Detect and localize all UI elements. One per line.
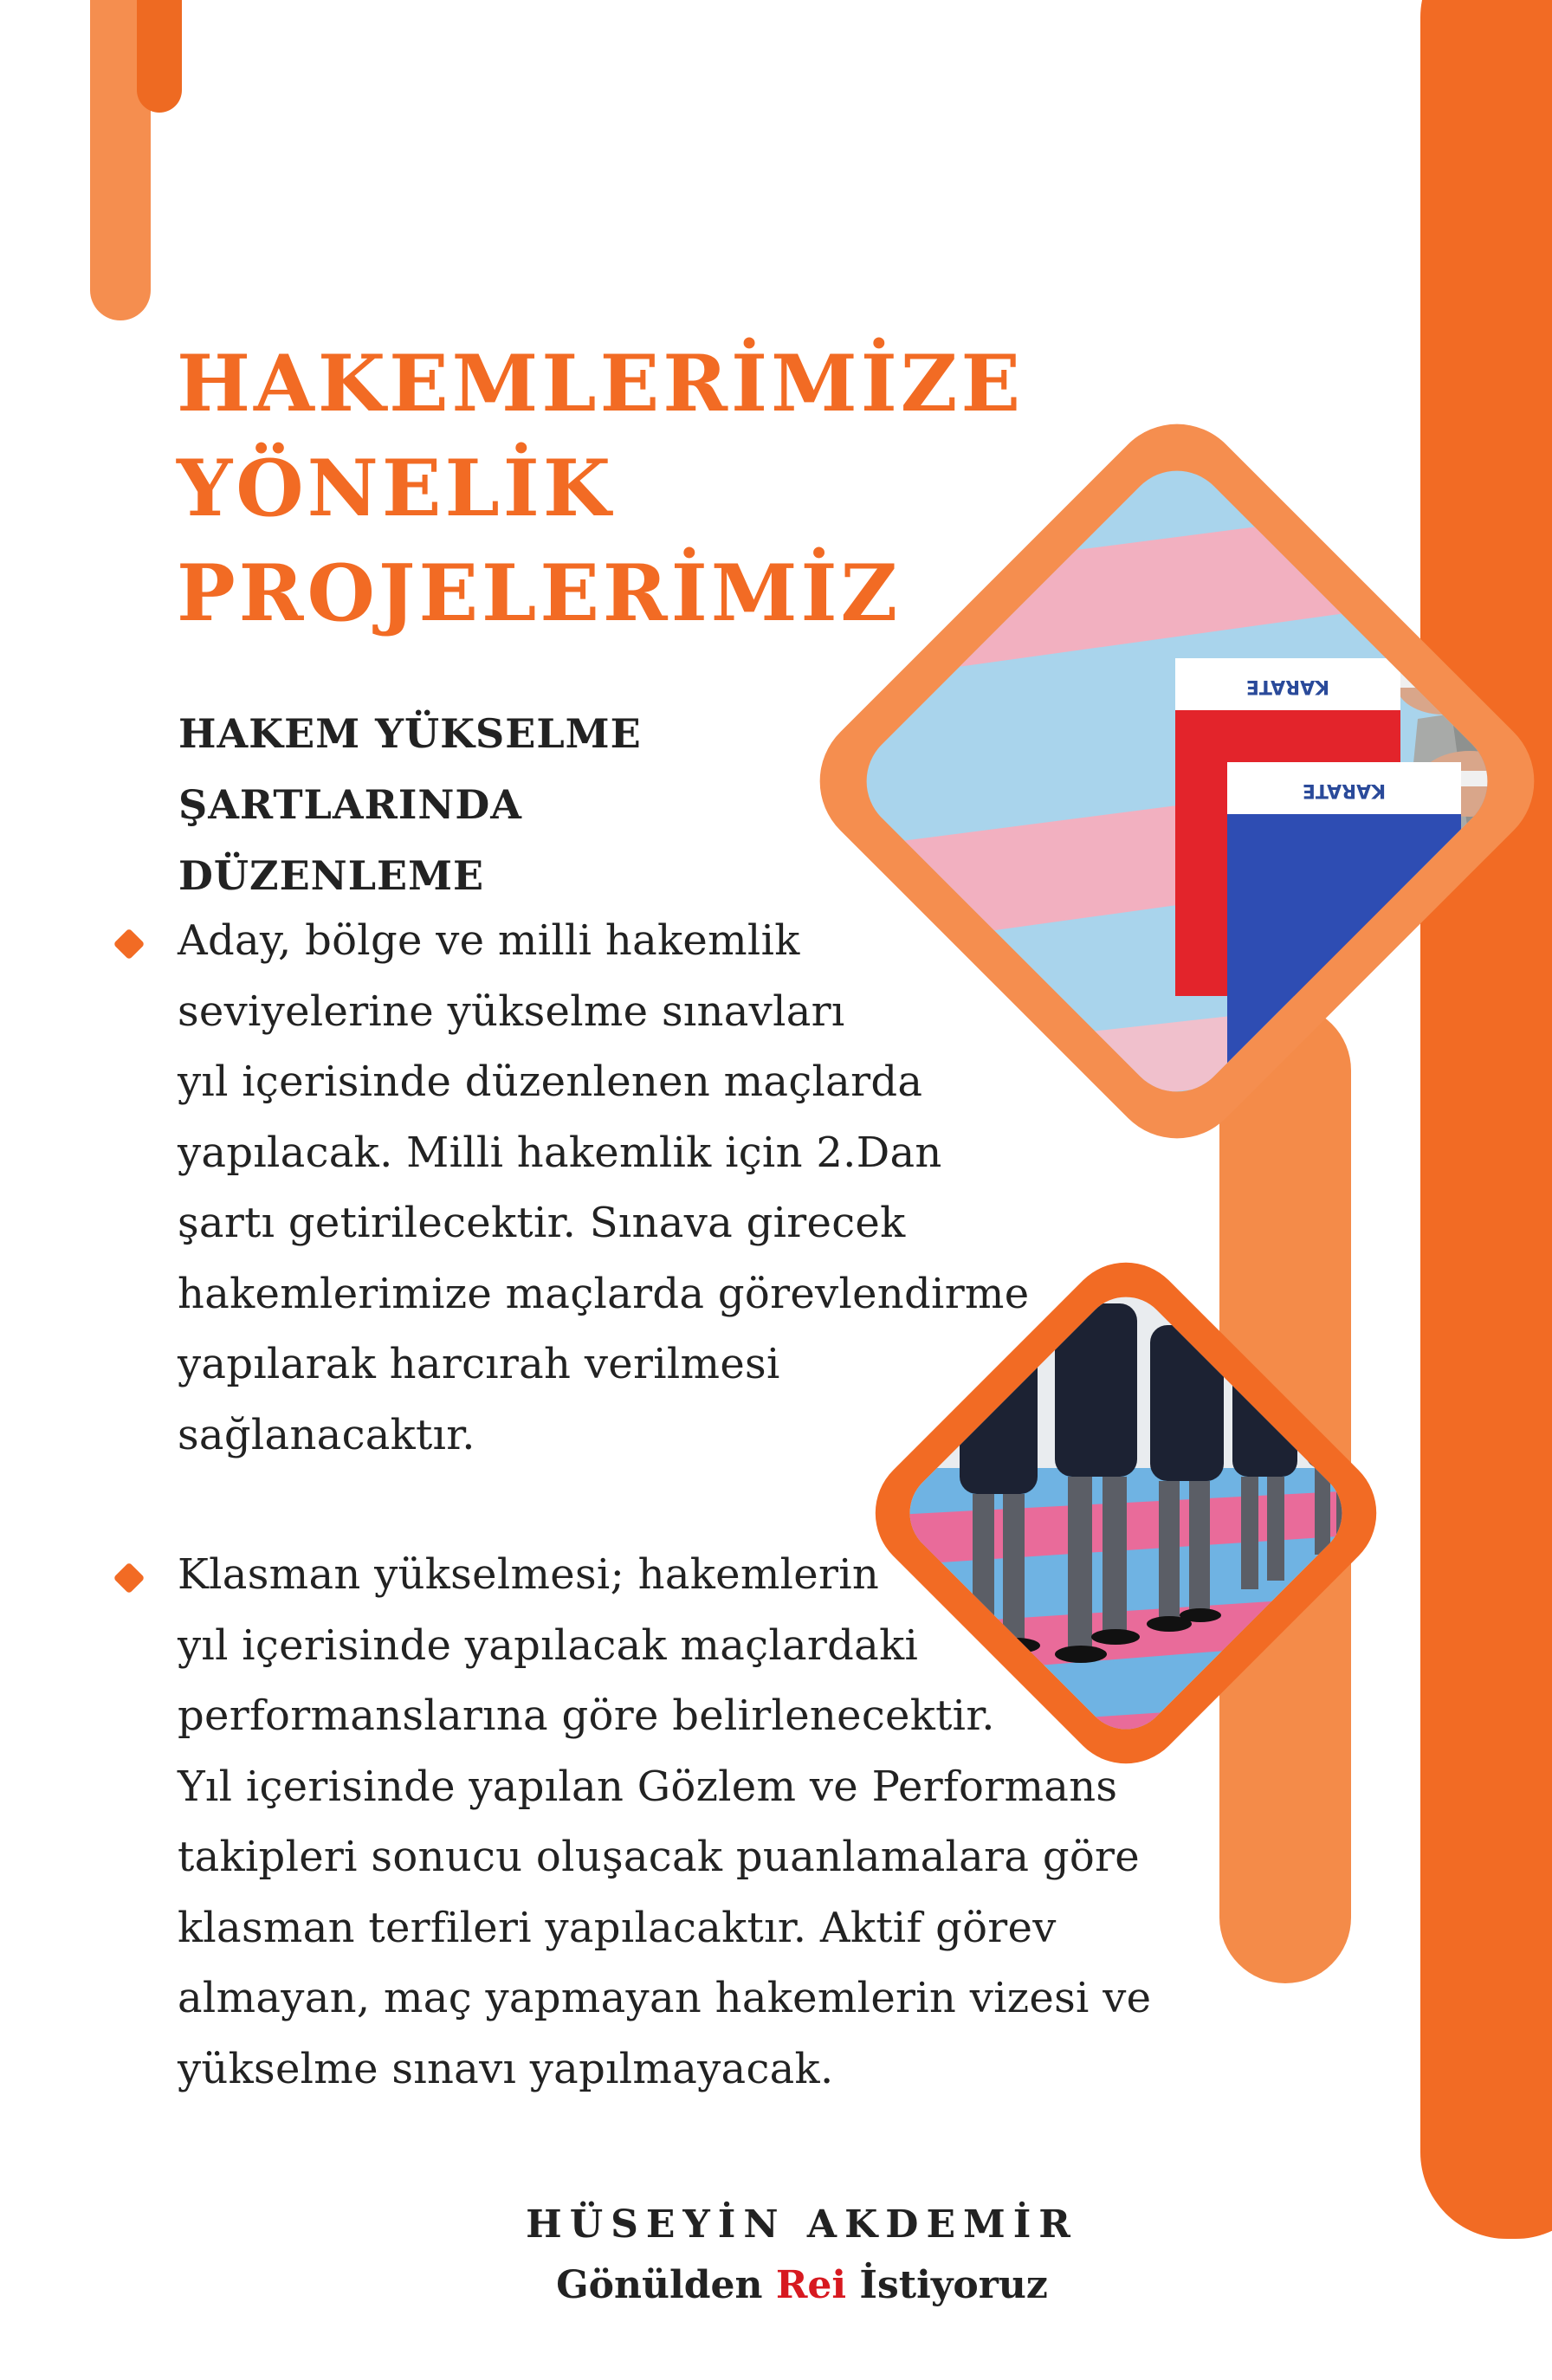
bullet-line: seviyelerine yükselme sınavları [178, 986, 845, 1036]
svg-text:KARATE: KARATE [1302, 779, 1387, 801]
section-subtitle [178, 698, 642, 911]
bullet-line: Yıl içerisinde yapılan Gözlem ve Performans [178, 1762, 1118, 1811]
bullet-line: takipleri sonucu oluşacak puanlamalara göre [178, 1833, 1140, 1881]
bullet-line: Klasman yükselmesi; hakemlerin [178, 1550, 880, 1599]
bullet-line: yapılarak harcırah verilmesi [178, 1340, 780, 1388]
page-title [177, 332, 1024, 646]
bullet-line: almayan, maç yapmayan hakemlerin vizesi ve [178, 1974, 1152, 2022]
subtitle-line-3: DÜZENLEME [178, 852, 485, 899]
bullet-line: yıl içerisinde düzenlenen maçlarda [178, 1057, 923, 1106]
bullet-line: klasman terfileri yapılacaktır. Aktif görev [178, 1903, 1057, 1952]
bullet-line: Aday, bölge ve milli hakemlik [178, 916, 800, 965]
title-line-1: HAKEMLERİMİZE [177, 338, 1025, 430]
title-line-3: PROJELERİMİZ [177, 547, 902, 639]
title-line-2: YÖNELİK [177, 443, 615, 534]
diamond-bullet-icon [113, 928, 146, 960]
bullet-paragraph-1 [178, 906, 1029, 1471]
subtitle-line-1: HAKEM YÜKSELME [178, 710, 642, 757]
bullet-line: şartı getirilecektir. Sınava girecek [178, 1199, 906, 1247]
bullet-line: yükselme sınavı yapılmayacak. [178, 2044, 834, 2093]
decor-bar-left-dark [137, 0, 182, 113]
svg-text:KARATE: KARATE [1245, 676, 1330, 697]
slogan-part-2: İstiyoruz [859, 2263, 1048, 2307]
author-name: HÜSEYİN AKDEMİR [526, 2202, 1078, 2247]
bullet-line: yapılacak. Milli hakemlik için 2.Dan [178, 1128, 942, 1177]
slogan-part-1: Gönülden [556, 2263, 763, 2307]
subtitle-line-2: ŞARTLARINDA [178, 781, 522, 828]
bullet-line: performanslarına göre belirlenecektir. [178, 1691, 995, 1740]
bullet-line: hakemlerimize maçlarda görevlendirme [178, 1269, 1030, 1318]
bullet-line: sağlanacaktır. [178, 1410, 475, 1459]
decor-bar-right [1420, 0, 1552, 2239]
campaign-slogan [26, 2263, 1552, 2307]
diamond-bullet-icon [113, 1562, 146, 1594]
bullet-line: yıl içerisinde yapılacak maçlardaki [178, 1620, 919, 1670]
slogan-highlight: Rei [775, 2263, 847, 2307]
